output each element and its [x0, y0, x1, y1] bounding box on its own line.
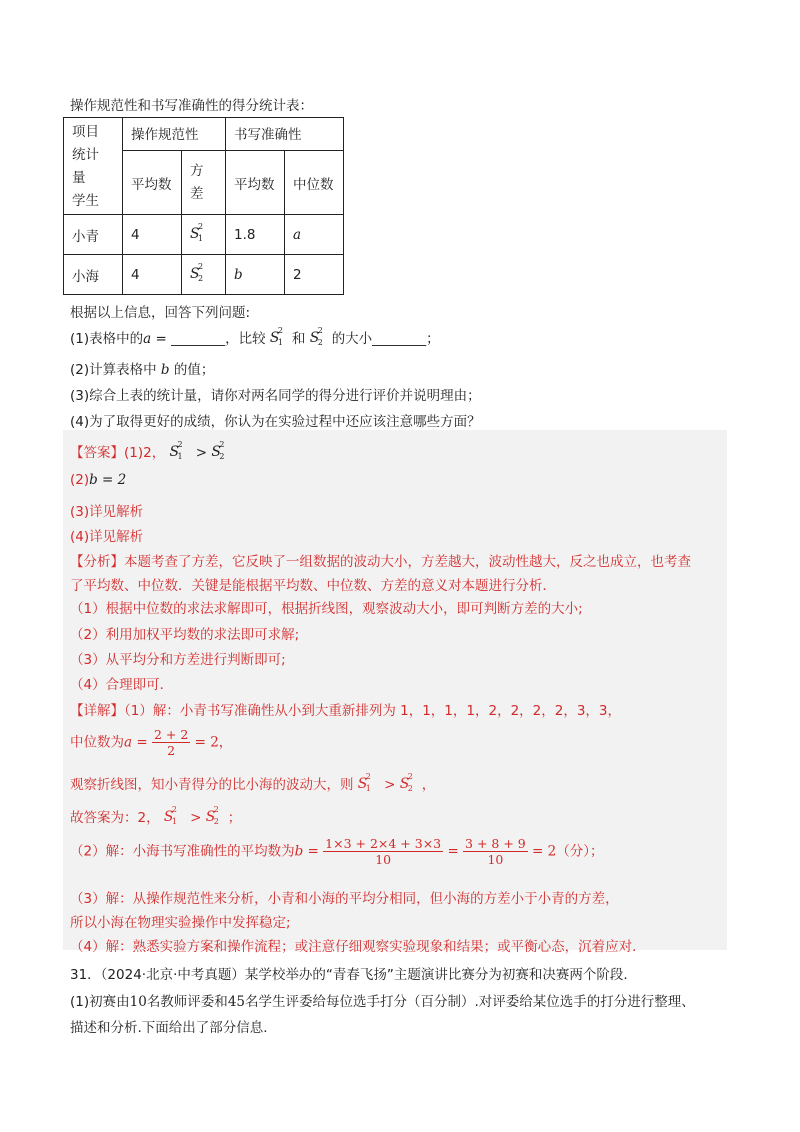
question-3: (3)综合上表的统计量，请你对两名同学的得分进行评价并说明理由； [70, 388, 481, 404]
analysis-line-2: 了平均数、中位数．关键是能根据平均数、中位数、方差的意义对本题进行分析． [70, 578, 556, 594]
lead-text: 根据以上信息，回答下列问题: [70, 305, 251, 321]
table-row: 小海 4 S 2 2 b 2 [64, 255, 344, 295]
analysis-line-1: 【分析】本题考查了方差，它反映了一组数据的波动大小，方差越大，波动性越大，反之也成立，也考查 [70, 554, 691, 570]
sub-median: 中位数 [285, 151, 344, 215]
question-31-head: 31．（2024·北京·中考真题）某学校举办的“青春飞扬”主题演讲比赛分为初赛和决赛两个阶段. [70, 967, 628, 983]
intro-text: 操作规范性和书写准确性的得分统计表： [70, 98, 313, 114]
sub-variance: 方 差 [182, 151, 226, 215]
question-4: (4)为了取得更好的成绩，你认为在实验过程中还应该注意哪些方面？ [70, 414, 481, 430]
question-31-line-1: (1)初赛由10名教师评委和45名学生评委给每位选手打分（百分制）.对评委给某位选手的打分进行整理、 [70, 994, 695, 1010]
detail-part-3a: （3）解：从操作规范性来分析，小青和小海的平均分相同，但小海的方差小于小青的方差， [70, 891, 619, 907]
detail-median: 中位数为a = $\frac{2 + 2}{2}$ = 2， [70, 727, 233, 758]
detail-part-4: （4）解：熟悉实验方案和操作流程；或注意仔细观察实验现象和结果；或平衡心态，沉着应对． [70, 939, 646, 955]
detail-part-3b: 所以小海在物理实验操作中发挥稳定; [70, 915, 291, 931]
header-operation: 操作规范性 [123, 118, 226, 151]
question-31-line-2: 描述和分析.下面给出了部分信息. [70, 1020, 268, 1036]
analysis-point-1: （1）根据中位数的求法求解即可，根据折线图，观察波动大小，即可判断方差的大小; [70, 601, 583, 617]
corner-cell: 项目 统计 量 学生 [64, 118, 123, 215]
detail-answer: 故答案为：2， S 2 1 > S 2 2 ； [70, 805, 242, 826]
question-1: (1)表格中的a = ________，比较 S 2 1 和 S 2 2 的大小________； [70, 326, 440, 347]
sub-mean-1: 平均数 [123, 151, 182, 215]
detail-part-2: （2）解：小海书写准确性的平均数为b = $\frac{1\times 3 + 2\times 4 + 3\times 3}{10}$ = $\frac{3 + 8 + 9}{10}$ = 2（分）； [70, 836, 604, 867]
question-2: (2)计算表格中 b 的值； [70, 362, 215, 378]
answer-line-1: 【答案】(1)2， S 2 1 > S 2 2 [70, 440, 225, 461]
analysis-point-3: （3）从平均分和方差进行判断即可; [70, 652, 286, 668]
analysis-point-2: （2）利用加权平均数的求法即可求解; [70, 627, 300, 643]
score-table [63, 117, 344, 295]
sub-mean-2: 平均数 [226, 151, 285, 215]
detail-observe: 观察折线图，知小青得分的比小海的波动大，则 S 2 1 > S 2 2 ， [70, 772, 436, 793]
answer-line-4: (4)详见解析 [70, 529, 144, 545]
detail-line-1: 【详解】（1）解：小青书写准确性从小到大重新排列为 1，1，1，1，2，2，2，2，3，3， [70, 703, 622, 719]
analysis-point-4: （4）合理即可． [70, 677, 174, 693]
table-row: 小青 4 S 2 1 1.8 a [64, 215, 344, 255]
header-writing: 书写准确性 [226, 118, 344, 151]
answer-line-2: (2)b = 2 [70, 472, 127, 488]
answer-line-3: (3)详见解析 [70, 504, 144, 520]
